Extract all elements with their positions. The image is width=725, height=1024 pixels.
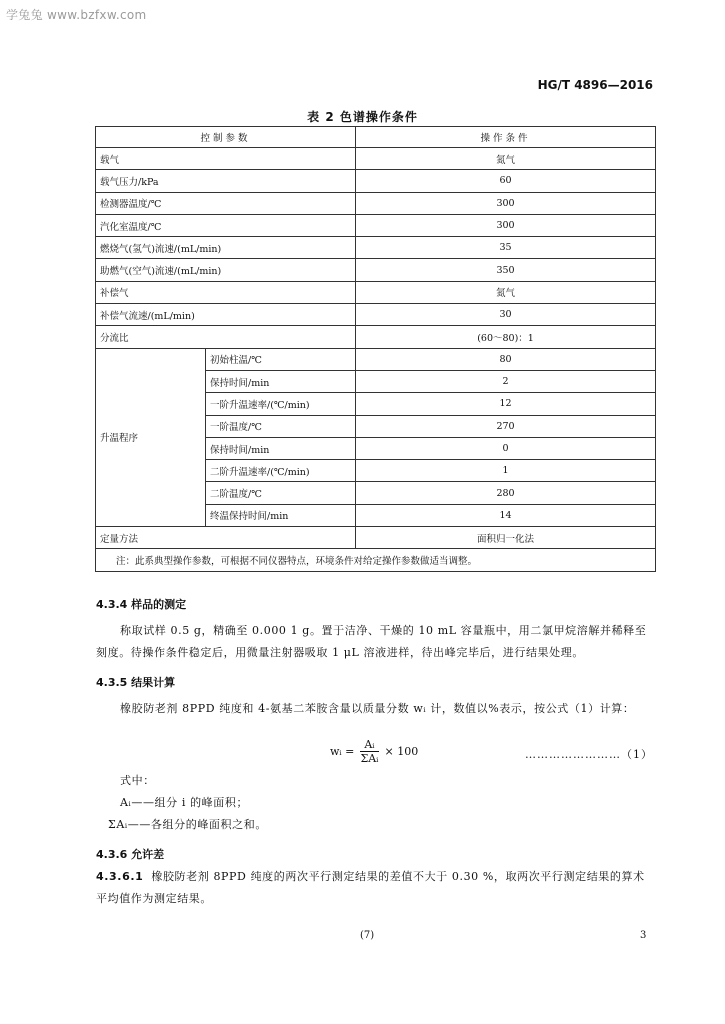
row-param: 检测器温度/℃	[96, 192, 356, 214]
row-param: 汽化室温度/℃	[96, 214, 356, 236]
table-row	[96, 348, 656, 370]
row-param: 二阶温度/℃	[206, 482, 356, 504]
table-row	[96, 326, 656, 348]
definition-2-text: ——各组分的峰面积之和。	[127, 818, 267, 831]
formula-fraction	[360, 738, 378, 765]
row-param: 二阶升温速率/(℃/min)	[206, 460, 356, 482]
equation-number: ……………………（1）	[525, 748, 653, 761]
row-param: 燃烧气(氢气)流速/(mL/min)	[96, 237, 356, 259]
table-row	[96, 527, 656, 549]
row-value: 14	[356, 504, 656, 526]
section-text-4-3-5: 橡胶防老剂 8PPD 纯度和 4-氨基二苯胺含量以质量分数 wᵢ 计，数值以%表示，按公式（1）计算：	[120, 702, 635, 715]
table-row	[96, 259, 656, 281]
row-param: 终温保持时间/min	[206, 504, 356, 526]
program-label: 升温程序	[96, 348, 206, 526]
table-title: 表 2 色谱操作条件	[307, 110, 418, 124]
row-value: 12	[356, 393, 656, 415]
row-value: 面积归一化法	[356, 527, 656, 549]
row-value: 30	[356, 304, 656, 326]
row-value: (60～80)：1	[356, 326, 656, 348]
row-value: 300	[356, 214, 656, 236]
row-value: 350	[356, 259, 656, 281]
page-number: 3	[640, 930, 647, 941]
table-row	[96, 281, 656, 303]
row-value: 280	[356, 482, 656, 504]
row-value: 60	[356, 170, 656, 192]
row-param: 保持时间/min	[206, 437, 356, 459]
section-heading-4-3-4: 4.3.4 样品的测定	[96, 598, 187, 611]
subsection-text: 橡胶防老剂 8PPD 纯度的两次平行测定结果的差值不大于 0.30 %，取两次平行测定结果的算术平均值作为测定结果。	[96, 870, 645, 905]
row-param: 补偿气流速/(mL/min)	[96, 304, 356, 326]
table-row	[96, 170, 656, 192]
formula-lhs: wᵢ =	[330, 745, 355, 758]
row-param: 载气压力/kPa	[96, 170, 356, 192]
table-header-row	[96, 127, 656, 148]
definition-1-symbol: Aᵢ	[120, 796, 132, 809]
definition-2	[108, 814, 608, 836]
row-param: 载气	[96, 148, 356, 170]
section-heading-4-3-5: 4.3.5 结果计算	[96, 676, 176, 689]
row-value: 氮气	[356, 281, 656, 303]
row-value: 2	[356, 370, 656, 392]
watermark: 学兔兔 www.bzfxw.com	[6, 8, 147, 22]
formula-1	[330, 738, 418, 765]
row-param: 保持时间/min	[206, 370, 356, 392]
row-value: 80	[356, 348, 656, 370]
standard-code: HG/T 4896—2016	[537, 78, 653, 92]
table-row	[96, 304, 656, 326]
row-param: 助燃气(空气)流速/(mL/min)	[96, 259, 356, 281]
row-param: 一阶温度/℃	[206, 415, 356, 437]
formula-denominator: ΣAᵢ	[360, 752, 379, 765]
row-value: 0	[356, 437, 656, 459]
row-value: 300	[356, 192, 656, 214]
table-note-row	[96, 549, 656, 571]
row-param: 初始柱温/℃	[206, 348, 356, 370]
row-value: 1	[356, 460, 656, 482]
table-row	[96, 214, 656, 236]
row-param: 补偿气	[96, 281, 356, 303]
section-heading-4-3-6: 4.3.6 允许差	[96, 848, 165, 861]
formula-multiplier: × 100	[384, 745, 419, 758]
row-param: 分流比	[96, 326, 356, 348]
row-param: 一阶升温速率/(℃/min)	[206, 393, 356, 415]
section-text-4-3-4: 称取试样 0.5 g，精确至 0.000 1 g。置于洁净、干燥的 10 mL 容量瓶中，用二氯甲烷溶解并稀释至刻度。待操作条件稳定后，用微量注射器吸取 1 μL 溶液进样，待出峰完毕后，进行结果处理。	[96, 624, 647, 659]
row-value: 270	[356, 415, 656, 437]
operating-conditions-table	[95, 126, 656, 572]
section-text-4-3-6-1	[96, 866, 656, 910]
row-value: 氮气	[356, 148, 656, 170]
row-value: 35	[356, 237, 656, 259]
definition-1	[120, 792, 620, 814]
definition-1-text: ——组分 i 的峰面积；	[131, 796, 249, 809]
subsection-number: 4.3.6.1	[96, 870, 144, 883]
where-label: 式中：	[120, 774, 155, 787]
definition-2-symbol: ΣAᵢ	[108, 818, 128, 831]
footer-center-mark: (7)	[360, 930, 375, 941]
header-param: 控制参数	[96, 127, 356, 148]
table-row	[96, 192, 656, 214]
header-value: 操作条件	[356, 127, 656, 148]
formula-numerator: Aᵢ	[360, 738, 378, 752]
table-row	[96, 148, 656, 170]
table-row	[96, 237, 656, 259]
row-param: 定量方法	[96, 527, 356, 549]
table-note: 注：此系典型操作参数，可根据不同仪器特点，环境条件对给定操作参数做适当调整。	[96, 549, 656, 571]
